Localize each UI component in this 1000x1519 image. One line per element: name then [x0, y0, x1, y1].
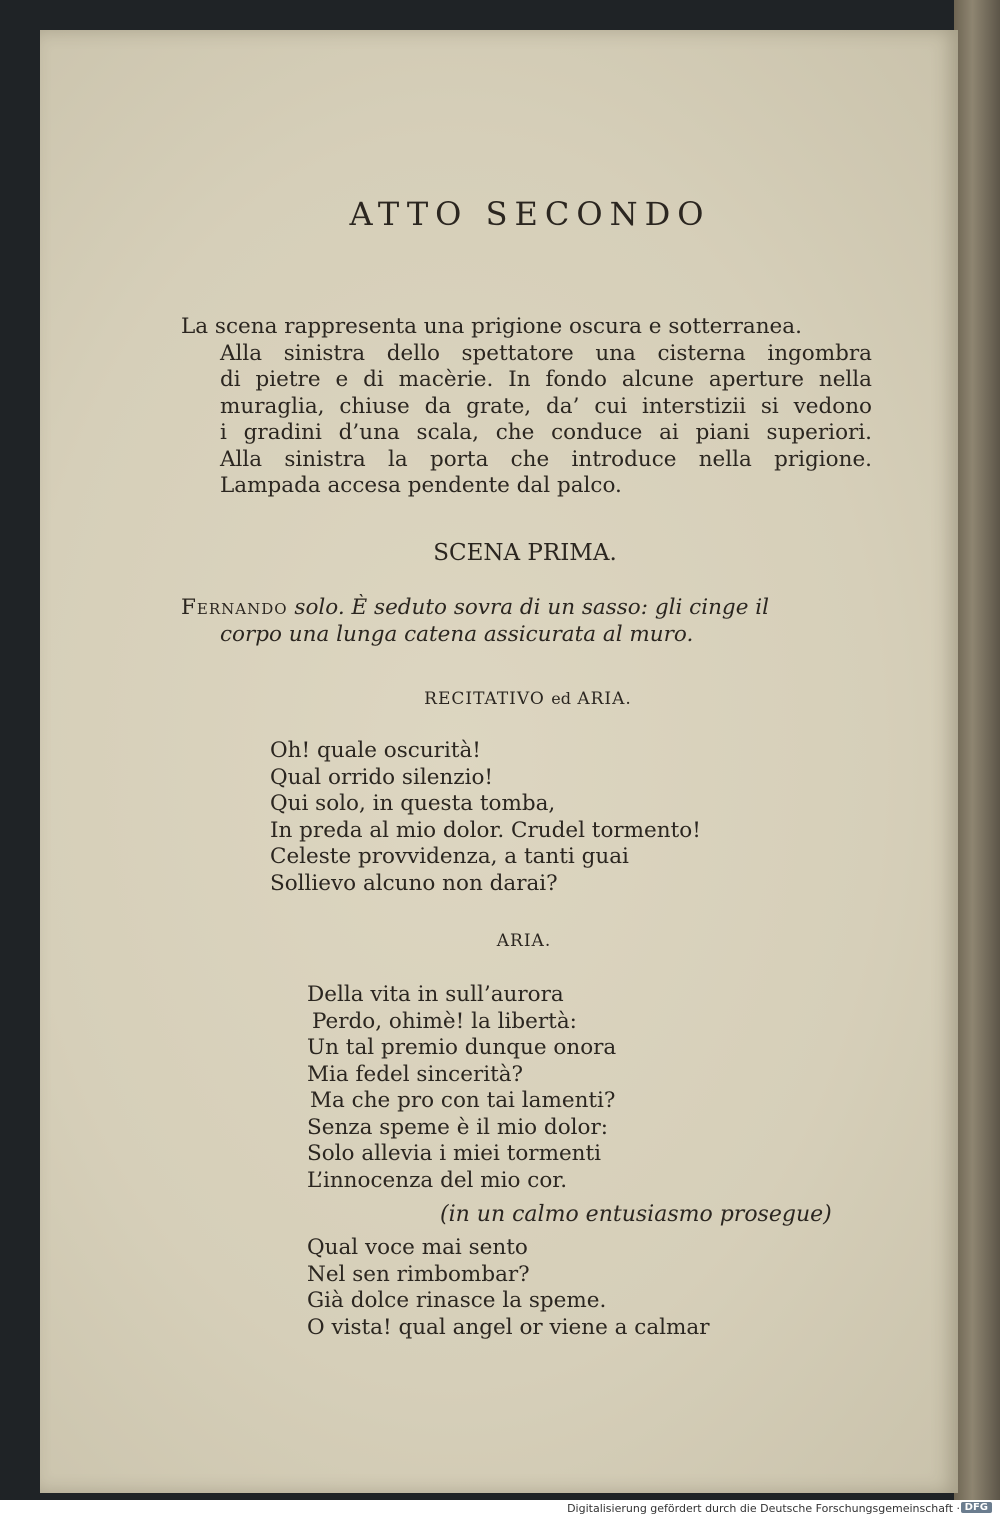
act-title: ATTO SECONDO — [349, 195, 711, 233]
scene-description-line: di pietre e di macèrie. In fondo alcune aperture nella — [220, 367, 872, 392]
verse-line: Qui solo, in questa tomba, — [270, 791, 556, 816]
verse-line: Un tal premio dunque onora — [307, 1035, 617, 1060]
verse-line: Mia fedel sincerità? — [307, 1061, 524, 1087]
verse-line: O vista! qual angel or viene a calmar — [307, 1314, 710, 1340]
verse-line: Nel sen rimbombar? — [307, 1261, 530, 1287]
dfg-logo: DFG — [961, 1502, 992, 1513]
performance-direction: (in un calmo entusiasmo prosegue) — [440, 1202, 832, 1227]
scene-description-line: muraglia, chiuse da grate, da’ cui interstizii si vedono — [220, 393, 872, 419]
label-word: ARIA. — [577, 689, 632, 709]
funding-credit: Digitalisierung gefördert durch die Deutsche Forschungsgemeinschaft · — [567, 1502, 960, 1515]
scene-description-line: La scena rappresenta una prigione oscura e sotterranea. — [181, 314, 802, 339]
scene-heading: SCENA PRIMA. — [433, 540, 617, 566]
scene-description-line: Alla sinistra la porta che introduce nella prigione. — [220, 446, 872, 472]
scene-description-line: Alla sinistra dello spettatore una cisterna ingombra — [220, 340, 872, 366]
verse-line: Solo allevia i miei tormenti — [307, 1141, 602, 1166]
recitativo-label — [0, 689, 1000, 709]
verse-line: Della vita in sull’aurora — [307, 982, 564, 1007]
scene-description-line: Lampada accesa pendente dal palco. — [220, 473, 622, 498]
verse-line: Qual voce mai sento — [307, 1235, 528, 1260]
stage-direction-text: solo. È seduto sovra di un sasso: gli cinge il — [294, 595, 770, 620]
verse-line: Oh! quale oscurità! — [270, 738, 481, 763]
label-word: ed — [551, 689, 571, 708]
character-name: Fernando — [181, 595, 288, 620]
verse-line: Qual orrido silenzio! — [270, 764, 494, 790]
verse-line: Senza speme è il mio dolor: — [307, 1114, 608, 1140]
verse-line: Già dolce rinasce la speme. — [307, 1288, 607, 1313]
aria-label: ARIA. — [496, 931, 552, 951]
label-word: RECITATIVO — [424, 689, 545, 709]
verse-line: In preda al mio dolor. Crudel tormento! — [270, 817, 701, 843]
verse-line: Ma che pro con tai lamenti? — [310, 1088, 616, 1113]
verse-line: L’innocenza del mio cor. — [307, 1167, 568, 1193]
verse-line: Sollievo alcuno non darai? — [270, 870, 558, 896]
stage-direction-text: corpo una lunga catena assicurata al muro. — [220, 622, 694, 647]
stage-direction — [181, 594, 769, 621]
footer-bar — [0, 1500, 1000, 1519]
verse-line: Celeste provvidenza, a tanti guai — [270, 844, 629, 869]
verse-line: Perdo, ohimè! la libertà: — [312, 1008, 577, 1034]
scene-description-line: i gradini d’una scala, che conduce ai piani superiori. — [220, 420, 872, 445]
